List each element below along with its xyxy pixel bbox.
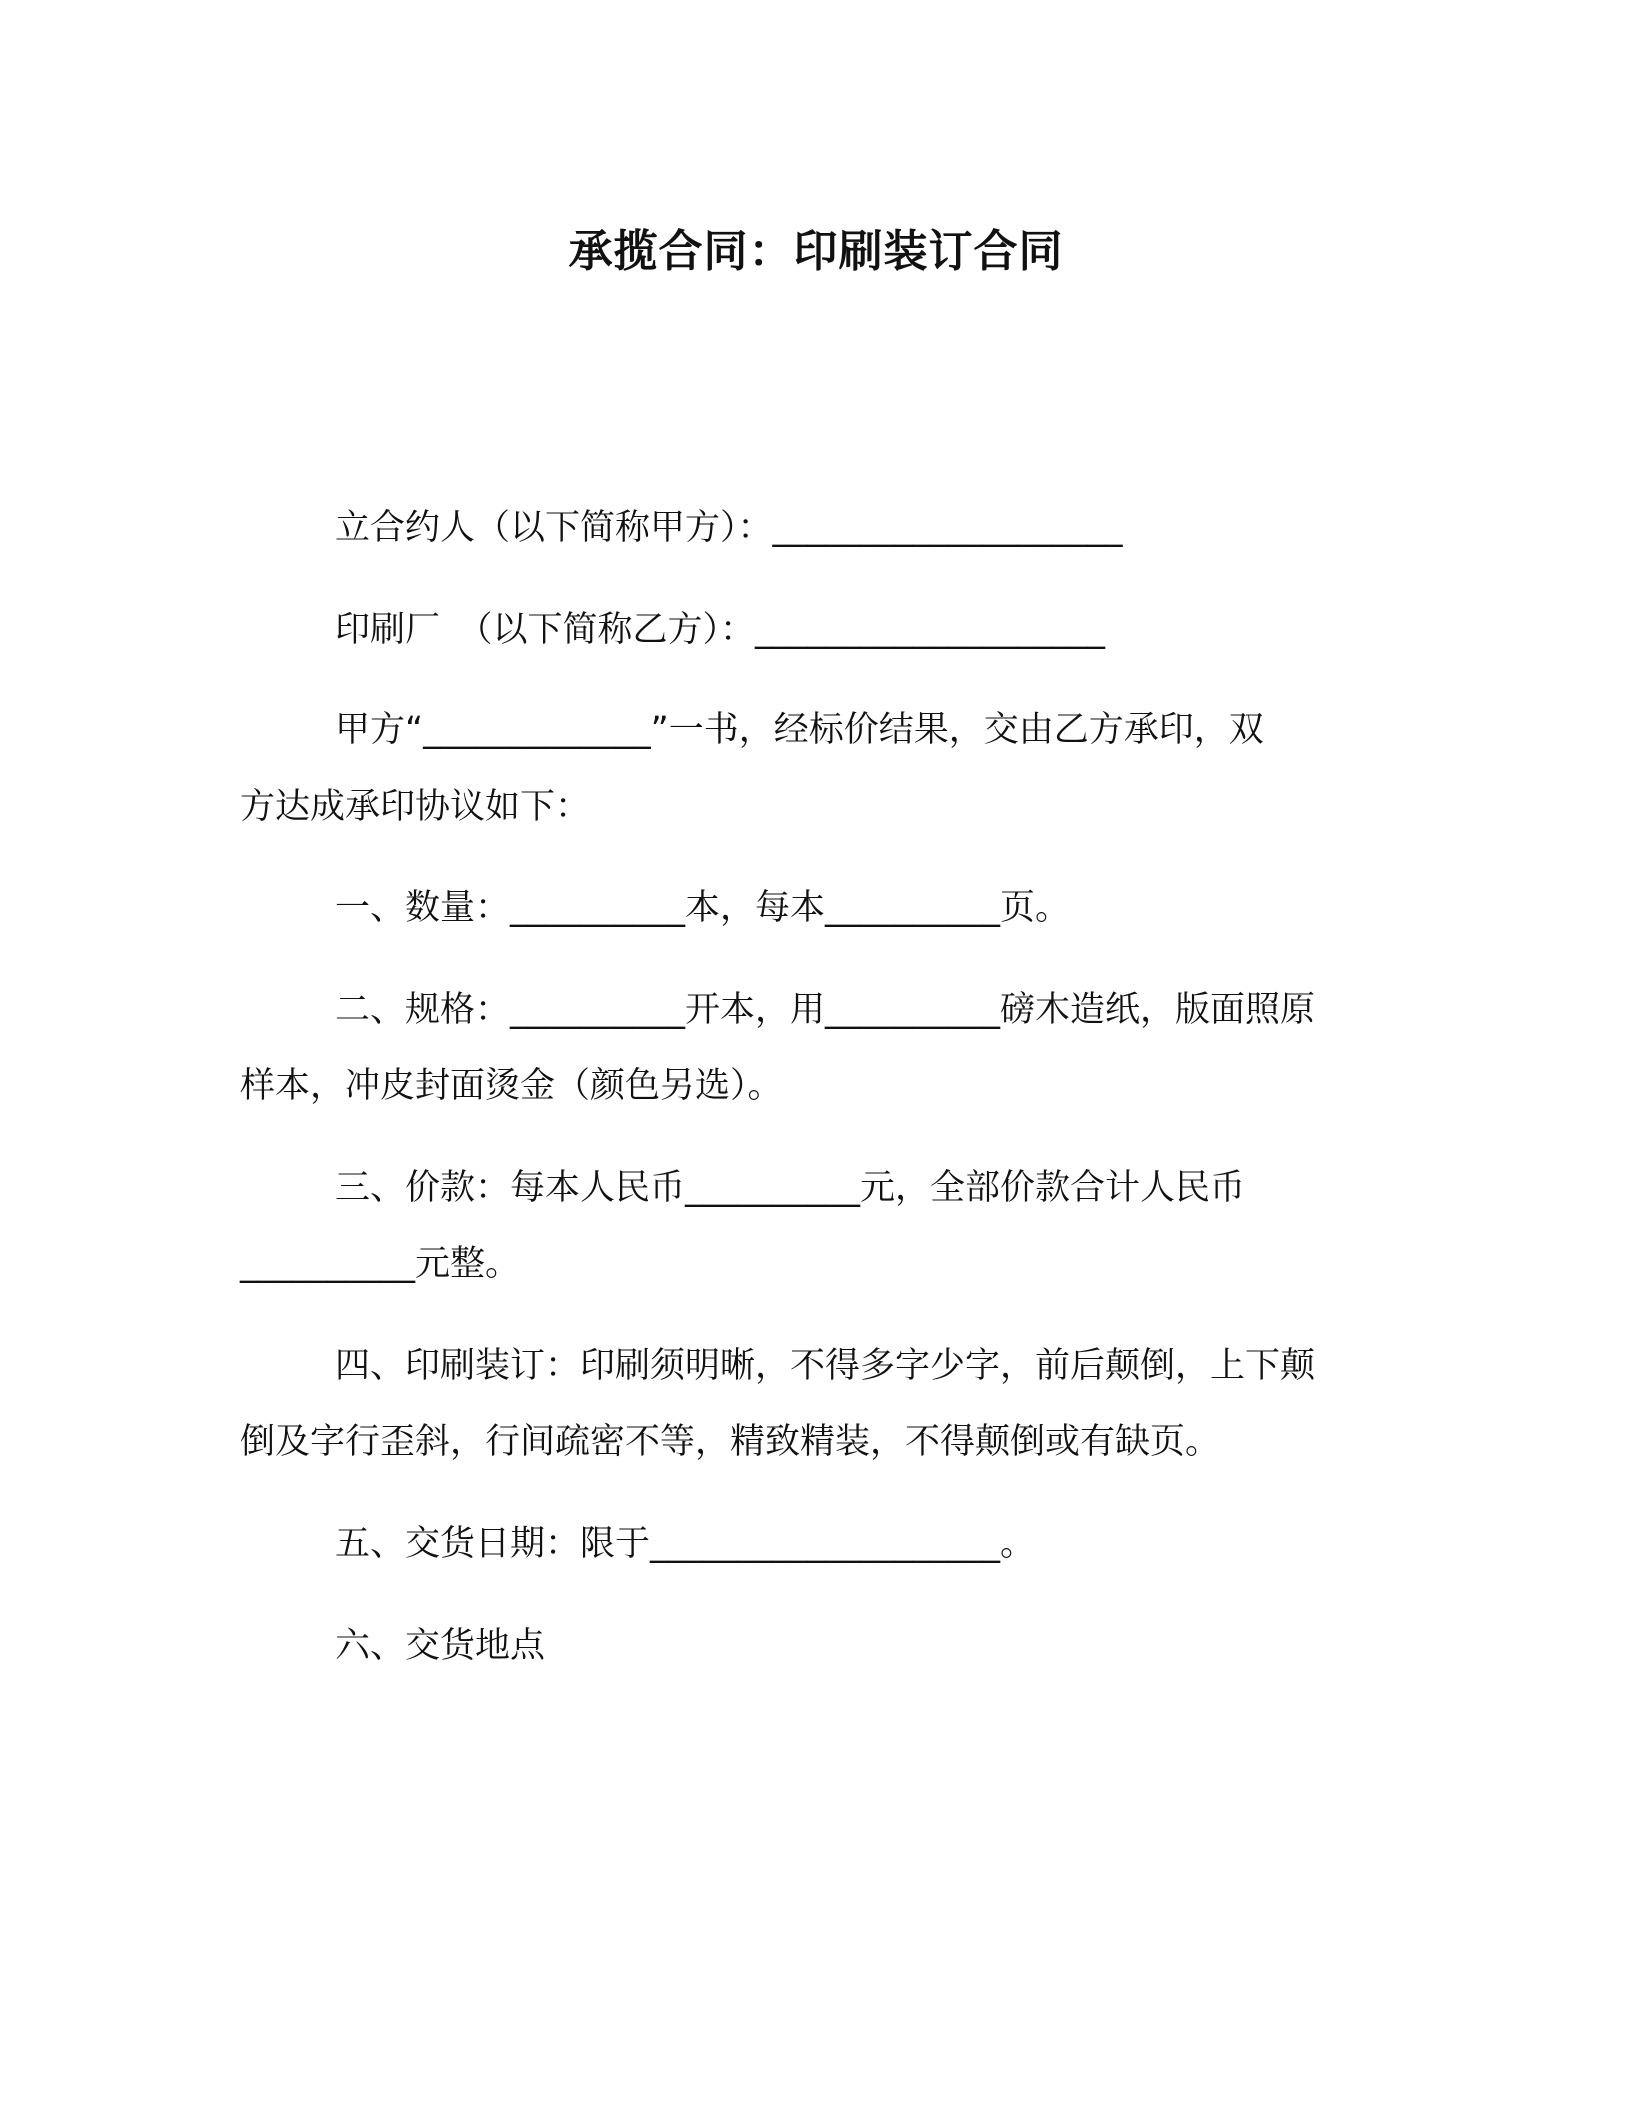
clause-2-line-1: 二、规格：__________开本，用__________磅木造纸，版面照原 <box>335 990 1316 1030</box>
clause-3-line-2: __________元整。 <box>240 1244 521 1284</box>
party-a-line: 立合约人（以下简称甲方）：____________________ <box>335 508 1123 548</box>
party-b-line: 印刷厂 （以下简称乙方）：____________________ <box>335 610 1106 650</box>
clause-3-line-1: 三、价款：每本人民币__________元，全部价款合计人民币 <box>335 1168 1246 1208</box>
clause-1-line-1: 一、数量：__________本，每本__________页。 <box>335 888 1071 928</box>
intro-line-1: 甲方“_____________”一书，经标价结果，交由乙方承印，双 <box>335 710 1264 750</box>
document-title: 承揽合同：印刷装订合同 <box>568 226 1064 277</box>
clause-5-line-1: 五、交货日期：限于____________________。 <box>335 1524 1036 1564</box>
intro-line-2: 方达成承印协议如下： <box>240 787 591 827</box>
clause-4-line-1: 四、印刷装订：印刷须明晰，不得多字少字，前后颠倒，上下颠 <box>335 1346 1316 1386</box>
clause-2-line-2: 样本，冲皮封面烫金（颜色另选）。 <box>240 1066 783 1106</box>
clause-4-line-2: 倒及字行歪斜，行间疏密不等，精致精装，不得颠倒或有缺页。 <box>240 1422 1221 1462</box>
clause-6-line-1: 六、交货地点 <box>335 1626 546 1666</box>
